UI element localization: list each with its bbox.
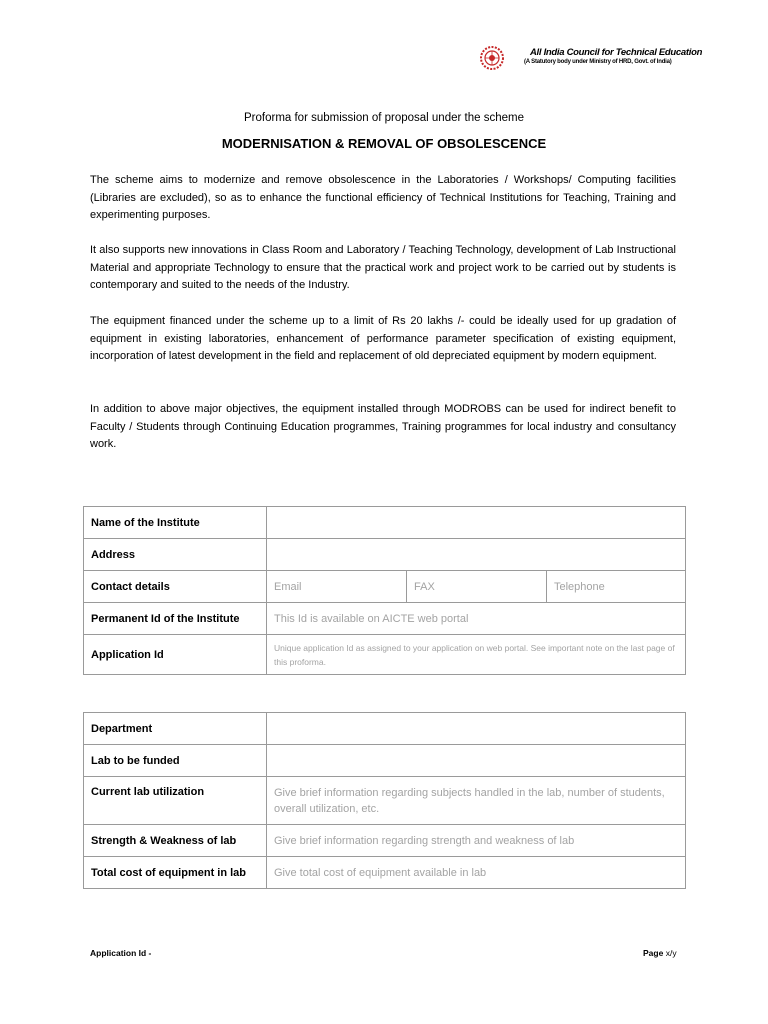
org-name: All India Council for Technical Education (530, 47, 703, 58)
address-field[interactable] (267, 539, 686, 571)
department-label: Department (84, 713, 267, 745)
paragraph-innovations: It also supports new innovations in Class Room and Laboratory / Teaching Technology, development of Lab Instructional Material and appropriate Technology to ensure that the practical work and project work to be carried out by students is contemporary and suited to the needs of the Industry. (90, 244, 676, 292)
paragraph-equipment-finance: The equipment financed under the scheme up to a limit of Rs 20 lakhs /- could be ideally used for up gradation of equipment in existing laboratories, enhancement of performance parameter specification of existing equipment, incorporation of latest development in the field and replacement of old depreciated equipment by modern equipment. (90, 315, 676, 363)
table-row (84, 713, 686, 745)
footer-page-number (643, 948, 677, 958)
table-row (84, 635, 686, 675)
strength-weakness-field[interactable]: Give brief information regarding strength and weakness of lab (267, 825, 686, 857)
table-row (84, 777, 686, 825)
application-id-label: Application Id (84, 635, 267, 675)
address-label: Address (84, 539, 267, 571)
strength-weakness-label: Strength & Weakness of lab (84, 825, 267, 857)
lab-to-be-funded-label: Lab to be funded (84, 745, 267, 777)
lab-table (83, 712, 686, 889)
email-field[interactable]: Email (267, 571, 407, 603)
org-subtitle: (A Statutory body under Ministry of HRD, Govt. of India) (524, 59, 672, 65)
permanent-id-label: Permanent Id of the Institute (84, 603, 267, 635)
total-cost-field[interactable]: Give total cost of equipment available in lab (267, 857, 686, 889)
table-row (84, 571, 686, 603)
fax-field[interactable]: FAX (407, 571, 547, 603)
aicte-emblem-icon (478, 44, 506, 72)
lab-to-be-funded-field[interactable] (267, 745, 686, 777)
table-row (84, 539, 686, 571)
permanent-id-field[interactable]: This Id is available on AICTE web portal (267, 603, 686, 635)
department-field[interactable] (267, 713, 686, 745)
footer-page-value: x/y (665, 948, 677, 958)
table-row (84, 825, 686, 857)
footer-application-id: Application Id - (90, 948, 152, 958)
current-lab-utilization-label: Current lab utilization (84, 777, 267, 825)
paragraph-objectives: In addition to above major objectives, the equipment installed through MODROBS can be used for indirect benefit to Faculty / Students through Continuing Education programmes, Training programmes for local industry and consultancy work. (90, 403, 676, 451)
paragraph-scheme-aims: The scheme aims to modernize and remove obsolescence in the Laboratories / Workshops/ Computing facilities (Libraries are excluded), so as to enhance the functional efficiency of Technical Institutions for Teaching, Training and experimenting purposes. (90, 174, 676, 222)
institute-table (83, 506, 686, 675)
telephone-field[interactable]: Telephone (547, 571, 686, 603)
proforma-line: Proforma for submission of proposal under the scheme (244, 112, 524, 124)
scheme-title: MODERNISATION & REMOVAL OF OBSOLESCENCE (221, 136, 547, 151)
footer-page-label: Page (643, 948, 664, 958)
table-row (84, 857, 686, 889)
name-of-institute-label: Name of the Institute (84, 507, 267, 539)
total-cost-label: Total cost of equipment in lab (84, 857, 267, 889)
application-id-field[interactable]: Unique application Id as assigned to your application on web portal. See important note on the last page of this proforma. (267, 635, 686, 675)
table-row (84, 507, 686, 539)
table-row (84, 603, 686, 635)
contact-details-label: Contact details (84, 571, 267, 603)
table-row (84, 745, 686, 777)
name-of-institute-field[interactable] (267, 507, 686, 539)
current-lab-utilization-field[interactable]: Give brief information regarding subjects handled in the lab, number of students, overall utilization, etc. (267, 777, 686, 825)
